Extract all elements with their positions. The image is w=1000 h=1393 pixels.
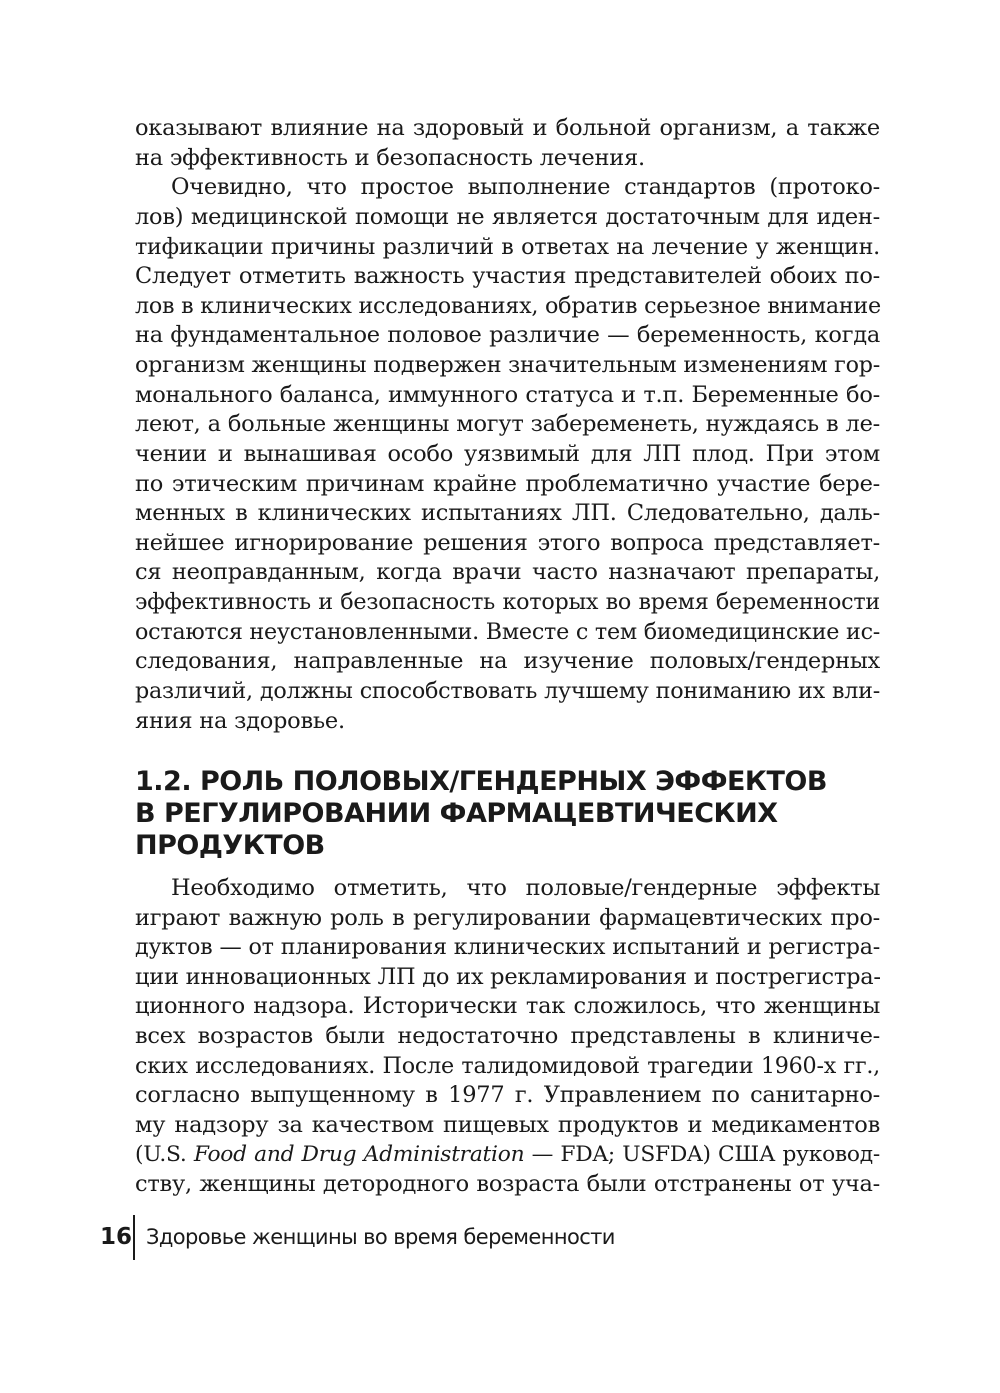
text-line: менных в клинических испытаниях ЛП. Следовательно, даль- — [135, 500, 880, 526]
text-line: остаются неустановленными. Вместе с тем биомедицинские ис- — [135, 619, 881, 645]
text-line: ских исследованиях. После талидомидовой трагедии 1960-х гг., — [135, 1053, 880, 1079]
text-line: ционного надзора. Исторически так сложилось, что женщины — [135, 993, 880, 1019]
text-line: лов в клинических исследованиях, обратив серьезное внимание — [135, 293, 881, 319]
text-line: монального баланса, иммунного статуса и т.п. Беременные бо- — [135, 382, 880, 408]
text-line: ству, женщины детородного возраста были отстранены от уча- — [135, 1171, 880, 1197]
text-line: различий, должны способствовать лучшему пониманию их вли- — [135, 678, 880, 704]
text-line: лов) медицинской помощи не является достаточным для иден- — [135, 204, 880, 230]
text-line: чении и вынашивая особо уязвимый для ЛП плод. При этом — [135, 441, 880, 467]
text-line: согласно выпущенному в 1977 г. Управлением по санитарно- — [135, 1082, 880, 1108]
text-line: Необходимо отметить, что половые/гендерные эффекты — [171, 875, 880, 901]
text-line: дуктов — от планирования клинических испытаний и регистра- — [135, 934, 880, 960]
text-line: на фундаментальное половое различие — беременность, когда — [135, 322, 880, 348]
text-line: следования, направленные на изучение половых/гендерных — [135, 648, 880, 674]
text-line: оказывают влияние на здоровый и больной организм, а также — [135, 115, 880, 141]
text-line: эффективность и безопасность которых во время беременности — [135, 589, 880, 615]
footer-divider — [133, 1215, 135, 1260]
text-run: (U.S. — [135, 1142, 194, 1167]
text-line: Следует отметить важность участия представителей обоих по- — [135, 263, 880, 289]
section-heading-line: В РЕГУЛИРОВАНИИ ФАРМАЦЕВТИЧЕСКИХ — [135, 798, 778, 829]
running-footer-title: Здоровье женщины во время беременности — [146, 1225, 615, 1249]
text-line: всех возрастов были недостаточно представлены в клиниче- — [135, 1023, 880, 1049]
text-line: тификации причины различий в ответах на лечение у женщин. — [135, 234, 880, 260]
section-heading-line: 1.2. РОЛЬ ПОЛОВЫХ/ГЕНДЕРНЫХ ЭФФЕКТОВ — [135, 766, 827, 797]
text-line: леют, а больные женщины могут забеременеть, нуждаясь в ле- — [135, 411, 880, 437]
text-run: — FDA; USFDA) США руковод- — [524, 1142, 880, 1167]
text-line: по этическим причинам крайне проблематично участие бере- — [135, 471, 880, 497]
text-line: ся неоправданным, когда врачи часто назначают препараты, — [135, 559, 880, 585]
text-line: Очевидно, что простое выполнение стандартов (протоко- — [171, 174, 880, 200]
text-line: му надзору за качеством пищевых продуктов и медикаментов — [135, 1112, 880, 1138]
text-line: на эффективность и безопасность лечения. — [135, 145, 645, 171]
text-line: яния на здоровье. — [135, 708, 345, 734]
text-line: нейшее игнорирование решения этого вопроса представляет- — [135, 530, 880, 556]
section-heading-line: ПРОДУКТОВ — [135, 830, 325, 861]
text-line-with-italic — [135, 1140, 880, 1170]
page-number: 16 — [100, 1224, 133, 1250]
italic-agency-name: Food and Drug Administration — [193, 1142, 525, 1167]
text-line: играют важную роль в регулировании фармацевтических про- — [135, 905, 880, 931]
text-line: ции инновационных ЛП до их рекламирования и пострегистра- — [135, 964, 881, 990]
text-line: организм женщины подвержен значительным изменениям гор- — [135, 352, 880, 378]
